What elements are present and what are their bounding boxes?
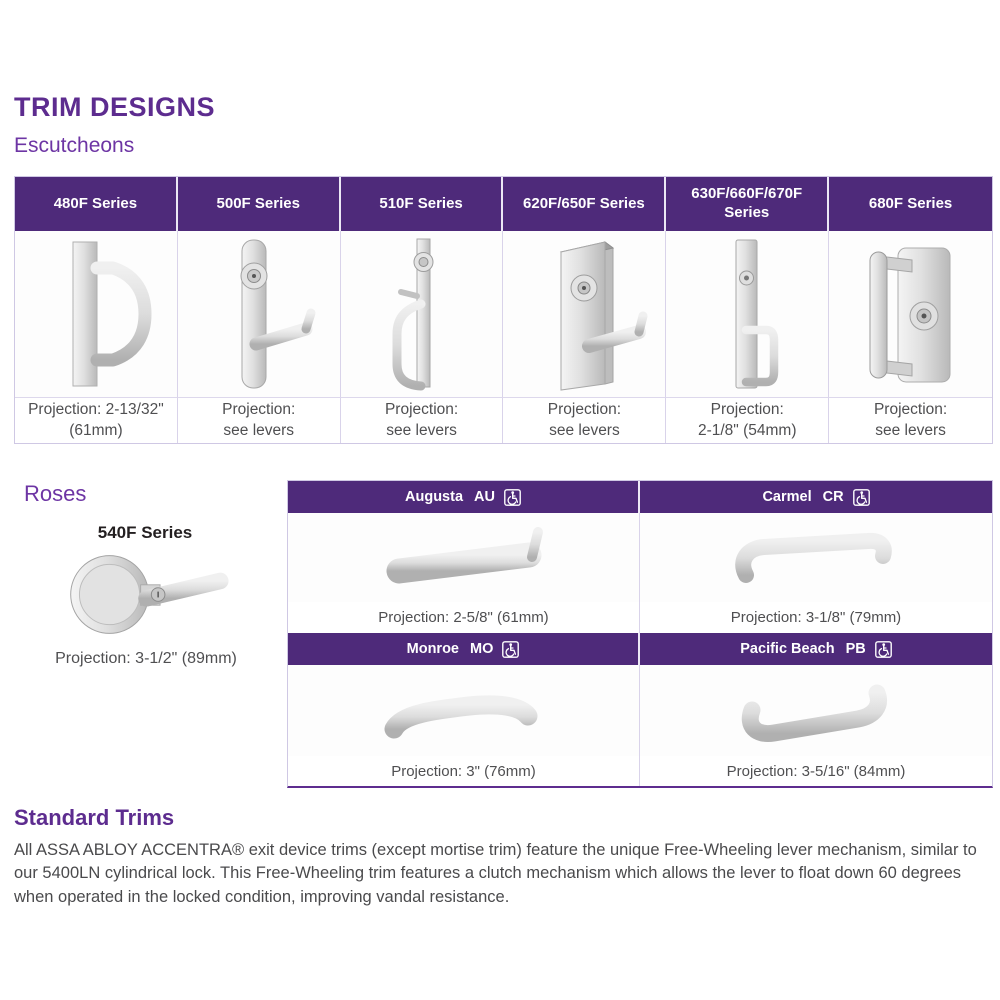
lever-monroe-illustration <box>294 668 634 753</box>
lever-projection-pacific-beach: Projection: 3-5/16" (84mm) <box>726 762 906 780</box>
escutcheon-projection-500f <box>178 397 341 443</box>
projection-line2: 2-1/8" (54mm) <box>697 421 797 439</box>
projection-line1: Projection: <box>710 401 784 419</box>
projection-line1: Projection: 2-13/32" <box>28 401 164 419</box>
rose-series-label: 540F Series <box>97 523 193 542</box>
escutcheon-header-500f: 500F Series <box>178 177 341 231</box>
rose-540f-illustration <box>48 544 243 646</box>
rose-projection: Projection: 3-1/2" (89mm) <box>55 650 237 667</box>
escutcheon-projection-630f-660f-670f <box>666 397 829 443</box>
escutcheon-cell-630f-660f-670f <box>666 231 829 397</box>
lever-code: PB <box>845 641 866 657</box>
lever-name: Monroe <box>406 641 459 657</box>
escutcheon-header-620f-650f: 620F/650F Series <box>503 177 666 231</box>
escutcheon-projection-680f <box>829 397 992 443</box>
lever-code: CR <box>822 489 844 505</box>
wheelchair-accessible-icon <box>853 489 870 506</box>
lever-name: Augusta <box>405 489 464 505</box>
escutcheons-table <box>14 176 993 444</box>
escutcheon-projection-620f-650f <box>503 397 666 443</box>
escutcheon-630f-660f-670f-illustration <box>672 234 822 394</box>
lever-cell-pacific-beach <box>640 665 992 756</box>
projection-line1: Projection: <box>222 401 296 419</box>
escutcheon-projection-480f <box>15 397 178 443</box>
lever-header-carmel <box>640 481 992 513</box>
escutcheon-header-630f-660f-670f: 630F/660F/670F Series <box>666 177 829 231</box>
escutcheon-header-480f: 480F Series <box>15 177 178 231</box>
standard-trims-paragraph: All ASSA ABLOY ACCENTRA® exit device trims (except mortise trim) feature the unique Free-Wheeling lever mechanism, similar to our 5400LN cylindrical lock. This Free-Wheeling trim features a clutch mechanism which allows the lever to float down 60 degrees when operated in the locked condition, improving vandal resistance. <box>14 841 977 906</box>
projection-line2: see levers <box>875 421 946 439</box>
lever-cell-monroe <box>288 665 640 756</box>
escutcheon-header-510f: 510F Series <box>341 177 504 231</box>
projection-line1: Projection: <box>873 401 948 419</box>
escutcheon-cell-480f <box>15 231 178 397</box>
escutcheon-header-680f: 680F Series <box>829 177 992 231</box>
lever-projection-carmel: Projection: 3-1/8" (79mm) <box>730 609 902 626</box>
lever-cell-augusta <box>288 513 640 602</box>
lever-projection-monroe: Projection: 3" (76mm) <box>288 756 640 786</box>
escutcheon-510f-illustration <box>347 234 497 394</box>
lever-carmel-illustration <box>646 515 986 600</box>
lever-pacific-beach-illustration <box>646 668 986 753</box>
projection-line1: Projection: <box>547 401 622 419</box>
escutcheon-480f-illustration <box>21 234 171 394</box>
rose-cell-540f <box>48 544 243 651</box>
escutcheon-680f-illustration <box>836 234 986 394</box>
escutcheon-500f-illustration <box>184 234 334 394</box>
wheelchair-accessible-icon <box>502 641 519 658</box>
projection-line1: Projection: <box>384 401 459 419</box>
projection-line2: (61mm) <box>69 421 123 439</box>
escutcheon-projection-510f <box>341 397 504 443</box>
lever-header-pacific-beach <box>640 633 992 665</box>
escutcheons-subtitle: Escutcheons <box>14 134 135 157</box>
projection-line2: see levers <box>223 421 295 439</box>
escutcheon-cell-500f <box>178 231 341 397</box>
lever-cell-carmel <box>640 513 992 602</box>
wheelchair-accessible-icon <box>504 489 521 506</box>
lever-header-monroe <box>288 633 640 665</box>
lever-code: MO <box>470 641 494 657</box>
lever-name: Carmel <box>762 489 812 505</box>
lever-name: Pacific Beach <box>740 641 835 657</box>
page-title: TRIM DESIGNS <box>14 92 216 122</box>
escutcheon-cell-620f-650f <box>503 231 666 397</box>
levers-table <box>287 480 993 788</box>
lever-augusta-illustration <box>294 515 634 600</box>
escutcheon-cell-510f <box>341 231 504 397</box>
standard-trims-heading: Standard Trims <box>14 805 175 830</box>
projection-line2: see levers <box>549 421 620 439</box>
escutcheon-cell-680f <box>829 231 992 397</box>
wheelchair-accessible-icon <box>875 641 892 658</box>
roses-heading: Roses <box>24 481 87 506</box>
projection-line2: see levers <box>386 421 457 439</box>
lever-code: AU <box>474 489 495 505</box>
lever-header-augusta <box>288 481 640 513</box>
escutcheon-620f-650f-illustration <box>509 234 659 394</box>
lever-projection-augusta: Projection: 2-5/8" (61mm) <box>288 602 640 633</box>
